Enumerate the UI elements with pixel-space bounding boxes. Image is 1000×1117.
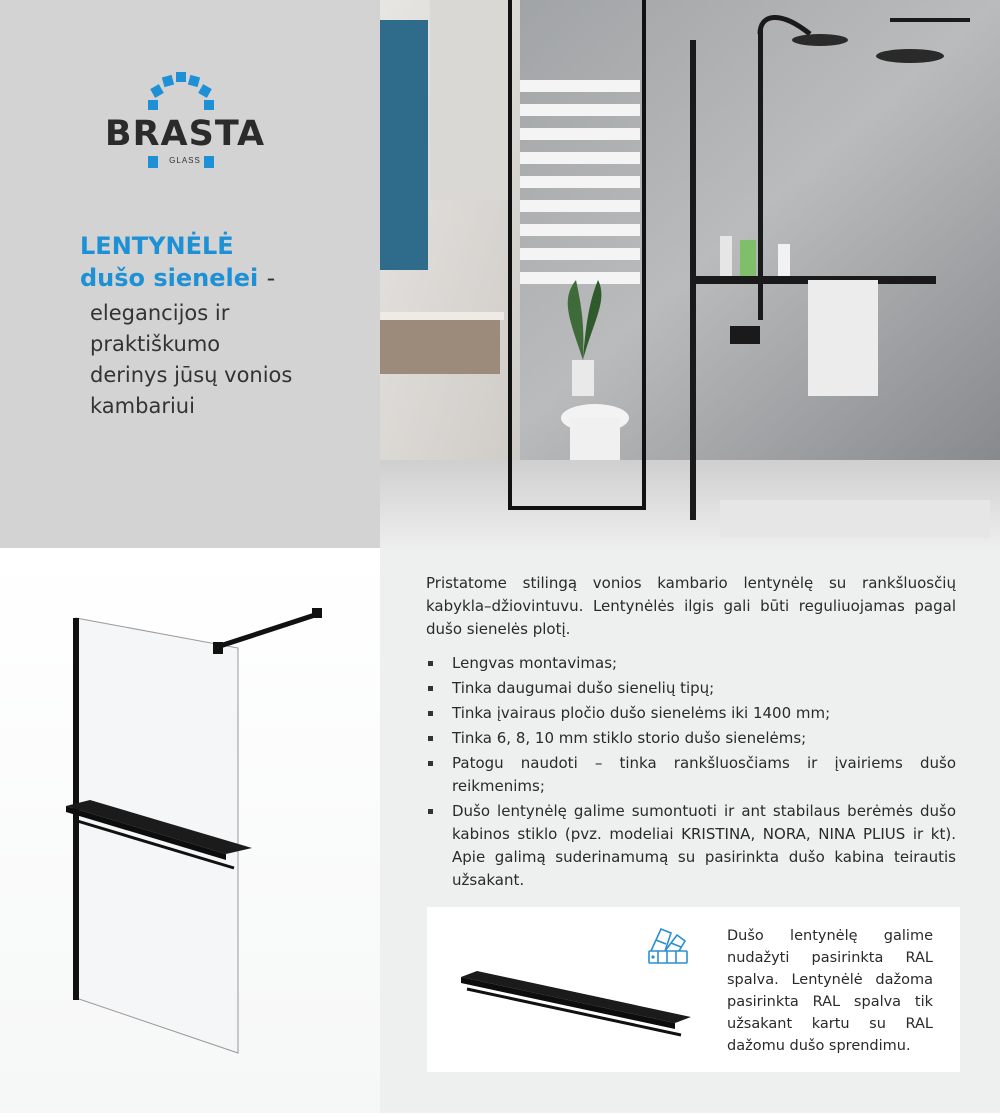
shelf-product-image <box>455 957 695 1057</box>
list-item <box>426 727 956 750</box>
bullet-icon <box>428 711 433 716</box>
bullet-icon <box>428 761 433 766</box>
brand-name: BRASTA <box>104 114 266 154</box>
list-item-text: Tinka įvairaus pločio dušo sienelėms iki 1400 mm; <box>452 704 831 722</box>
product-illustration-panel <box>0 548 380 1113</box>
bullet-icon <box>428 809 433 814</box>
hero-text-panel <box>0 0 380 548</box>
list-item-text: Patogu naudoti – tinka rankšluosčiams ir įvairiems dušo reikmenims; <box>452 754 956 795</box>
brand-logo <box>90 70 280 180</box>
ral-color-note: Dušo lentynėlę galime nudažyti pasirinkta RAL spalva. Lentynėlė dažoma pasirinkta RAL spalva tik užsakant kartu su RAL dažomu dušo sprendimu. <box>727 928 933 1054</box>
headline-title: LENTYNĖLĖ <box>80 232 234 260</box>
headline-dash: - <box>266 264 276 292</box>
bullet-icon <box>428 686 433 691</box>
arch-logo-icon <box>146 70 226 116</box>
details-section <box>0 548 1000 1113</box>
bullet-icon <box>428 736 433 741</box>
bullet-icon <box>428 661 433 666</box>
headline-title-line2 <box>80 262 370 294</box>
list-item <box>426 677 956 700</box>
headline <box>80 230 370 422</box>
bathroom-illustration <box>380 0 1000 548</box>
list-item-text: Tinka 6, 8, 10 mm stiklo storio dušo sienelėms; <box>452 729 807 747</box>
shower-wall-shelf-illustration <box>0 548 380 1113</box>
bathroom-photo <box>380 0 1000 548</box>
list-item <box>426 652 956 675</box>
list-item-text: Dušo lentynėlę galime sumontuoti ir ant stabilaus berėmės dušo kabinos stiklo (pvz. modeliai KRISTINA, NORA, NINA PLIUS ir kt). Apie galimą suderinamumą su pasirinkta dušo kabina teirautis užsakant. <box>452 802 956 889</box>
hero-section <box>0 0 1000 548</box>
ral-color-card <box>427 907 960 1072</box>
list-item-text: Tinka daugumai dušo sienelių tipų; <box>452 679 715 697</box>
list-item <box>426 702 956 725</box>
list-item <box>426 752 956 798</box>
brand-subtitle: GLASS <box>169 156 201 165</box>
list-item-text: Lengvas montavimas; <box>452 654 618 672</box>
headline-subtitle: elegancijos ir praktiškumo derinys jūsų vonios kambariui <box>90 301 293 418</box>
intro-paragraph: Pristatome stilingą vonios kambario lentynėlę su rankšluosčių kabykla–džiovintuvu. Lentynėlės ilgis gali būti reguliuojamas pagal dušo sienelės plotį. <box>426 574 956 638</box>
color-palette-icon <box>645 923 691 969</box>
list-item <box>426 800 956 892</box>
headline-title-line2-text: dušo sienelei <box>80 264 259 292</box>
feature-list <box>426 652 956 894</box>
